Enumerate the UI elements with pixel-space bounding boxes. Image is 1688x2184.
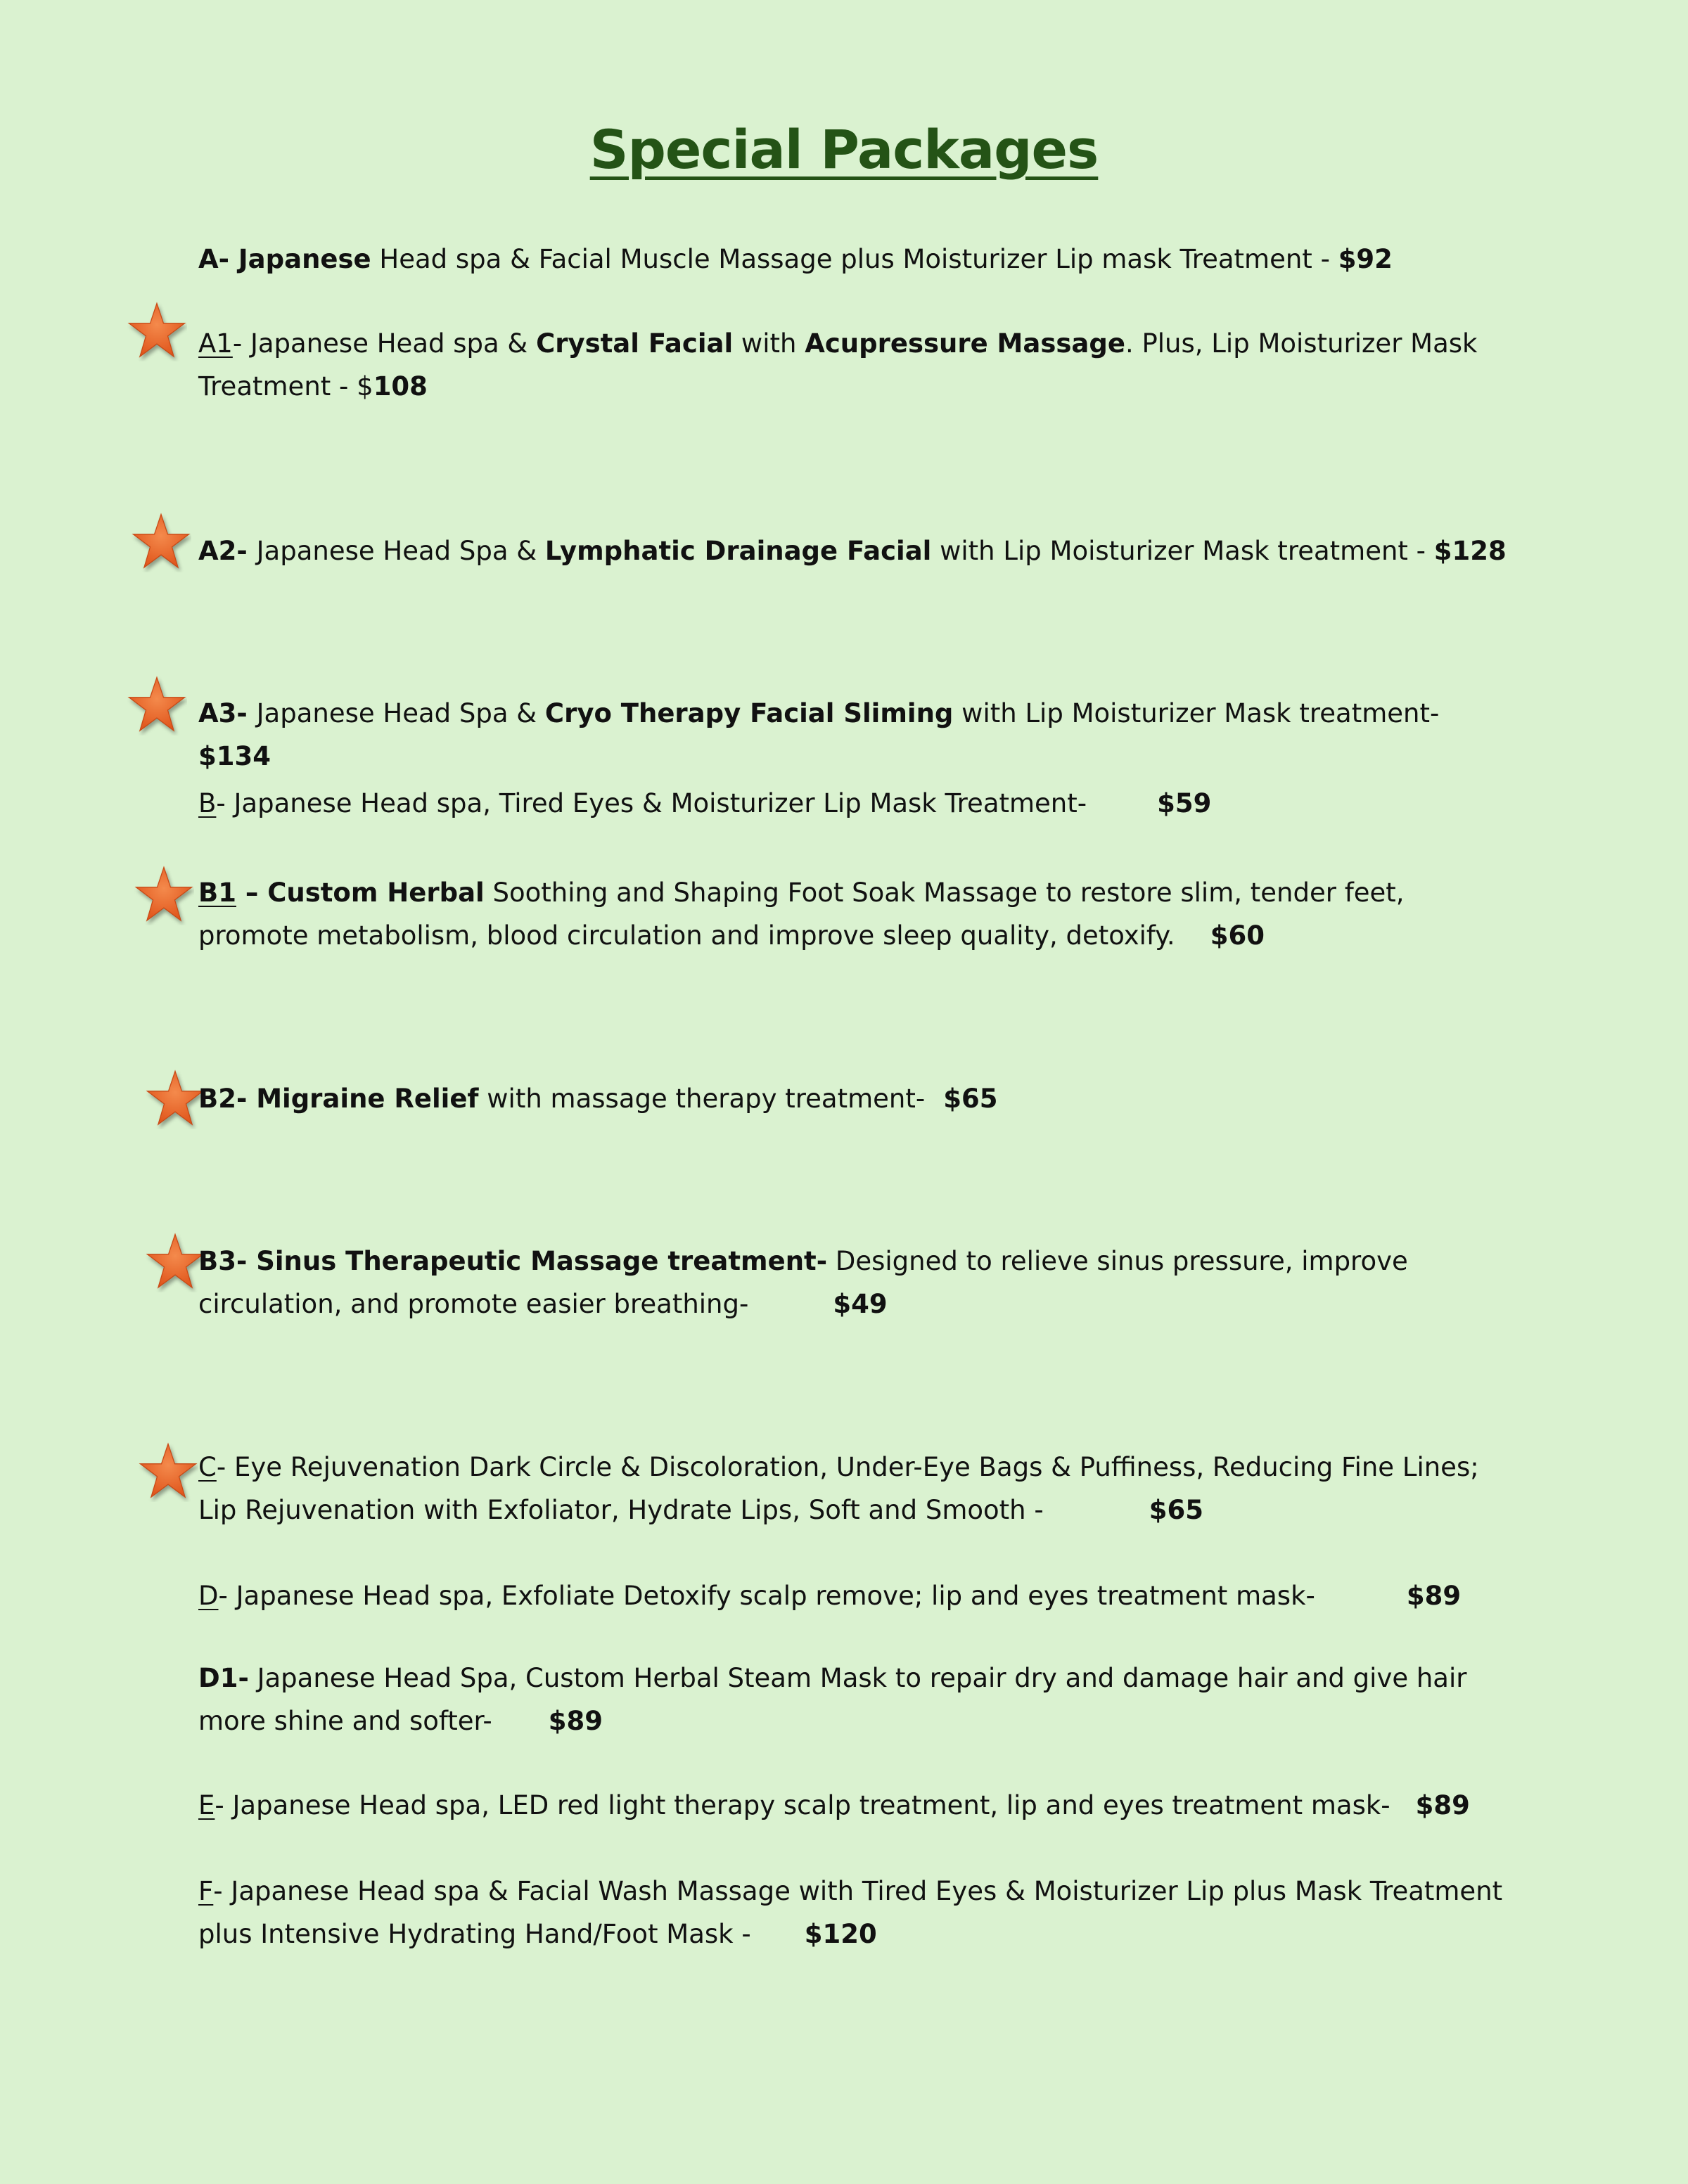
price: $49 [833, 1289, 888, 1319]
package-a3: A3- Japanese Head Spa & Cryo Therapy Facial Sliming with Lip Moisturizer Mask treatment- $134 [198, 698, 1440, 771]
package-a1: A1- Japanese Head spa & Crystal Facial with Acupressure Massage. Plus, Lip Moisturizer Mask Treatment - $108 [198, 328, 1478, 402]
price: $89 [1415, 1790, 1470, 1820]
package-b1: B1 – Custom Herbal Soothing and Shaping Foot Soak Massage to restore slim, tender feet, promote metabolism, blood circulation and improve sleep quality, detoxify. $60 [198, 878, 1405, 951]
page-title: Special Packages [589, 118, 1099, 181]
price: $65 [1149, 1495, 1203, 1525]
price: $89 [548, 1706, 603, 1736]
star-icon [145, 1069, 205, 1129]
price: $89 [1406, 1581, 1462, 1611]
star-icon [131, 512, 191, 572]
package-f: F- Japanese Head spa & Facial Wash Massage with Tired Eyes & Moisturizer Lip plus Mask Treatment plus Intensive Hydrating Hand/Foot Mask - $120 [198, 1876, 1503, 1949]
star-icon [134, 865, 194, 925]
star-icon [138, 1441, 198, 1502]
package-a2: A2- Japanese Head Spa & Lymphatic Drainage Facial with Lip Moisturizer Mask treatment - $128 [198, 536, 1507, 566]
package-d: D- Japanese Head spa, Exfoliate Detoxify scalp remove; lip and eyes treatment mask- $89 [198, 1581, 1462, 1611]
price: $120 [804, 1919, 877, 1949]
package-b3: B3- Sinus Therapeutic Massage treatment- Designed to relieve sinus pressure, improve circulation, and promote easier breathing- $49 [198, 1246, 1408, 1319]
price: $60 [1210, 920, 1265, 951]
package-e: E- Japanese Head spa, LED red light therapy scalp treatment, lip and eyes treatment mask- $89 [198, 1790, 1470, 1820]
price: $59 [1157, 788, 1212, 818]
price: $65 [943, 1084, 998, 1114]
price: $92 [1338, 244, 1393, 274]
star-icon [145, 1232, 205, 1292]
package-a: A- Japanese Head spa & Facial Muscle Massage plus Moisturizer Lip mask Treatment - $92 [198, 244, 1393, 274]
package-b2: B2- Migraine Relief with massage therapy treatment- $65 [198, 1084, 998, 1114]
star-icon [127, 675, 187, 736]
package-d1: D1- Japanese Head Spa, Custom Herbal Steam Mask to repair dry and damage hair and give hair more shine and softer- $89 [198, 1663, 1467, 1736]
price: $134 [198, 741, 271, 771]
package-c: C- Eye Rejuvenation Dark Circle & Discoloration, Under-Eye Bags & Puffiness, Reducing Fine Lines; Lip Rejuvenation with Exfoliator, Hydrate Lips, Soft and Smooth - $65 [198, 1452, 1479, 1525]
price: $128 [1433, 536, 1507, 566]
price: 108 [373, 371, 428, 402]
package-b: B- Japanese Head spa, Tired Eyes & Moisturizer Lip Mask Treatment- $59 [198, 788, 1212, 818]
star-icon [127, 301, 187, 361]
